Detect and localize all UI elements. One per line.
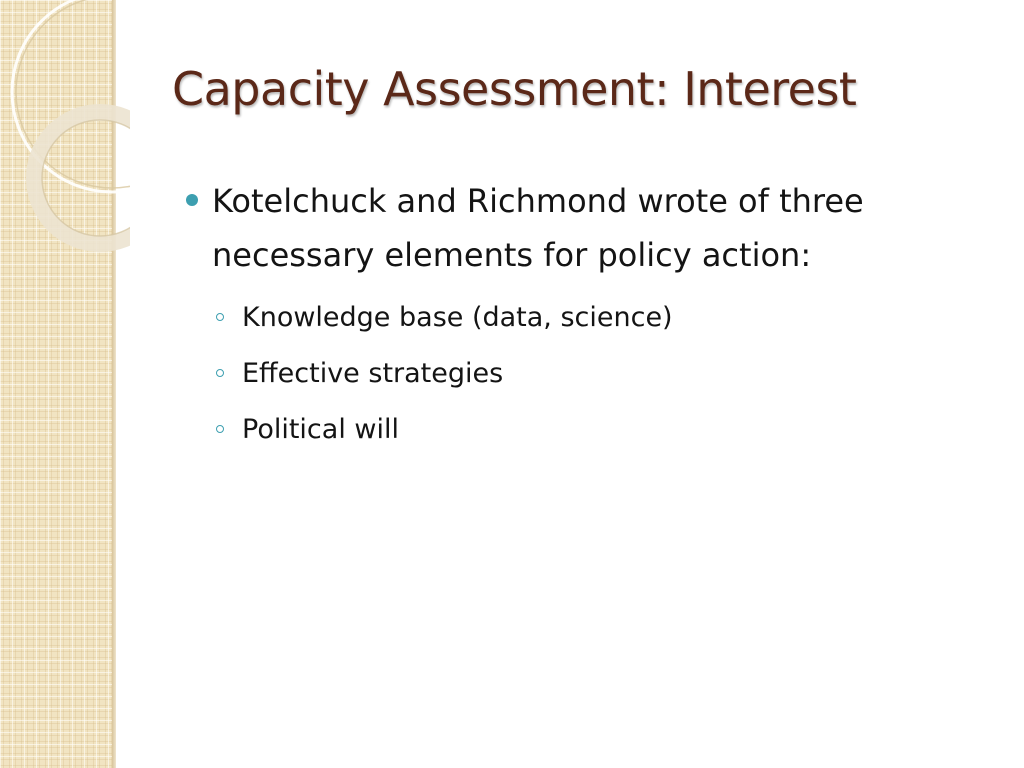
sub-bullet-item (212, 290, 996, 346)
sub-bullet-ring-icon (216, 369, 224, 377)
sub-bullet-text: Effective strategies (242, 358, 504, 389)
sub-bullet-ring-icon (216, 313, 224, 321)
sub-bullet-text: Knowledge base (data, science) (242, 302, 673, 333)
decorative-ring-inner (34, 112, 130, 244)
sub-bullet-item (212, 402, 996, 458)
bullet-item (186, 174, 996, 458)
sub-bullet-ring-icon (216, 425, 224, 433)
decorative-rings (0, 0, 130, 260)
bullet-text: Kotelchuck and Richmond wrote of three necessary elements for policy action: (212, 182, 864, 274)
sub-bullet-text: Political will (242, 414, 399, 445)
slide-title: Capacity Assessment: Interest (172, 62, 857, 116)
bullet-list (186, 174, 996, 458)
bullet-dot-icon (186, 194, 198, 206)
sub-bullet-item (212, 346, 996, 402)
sub-bullet-list (212, 290, 996, 458)
